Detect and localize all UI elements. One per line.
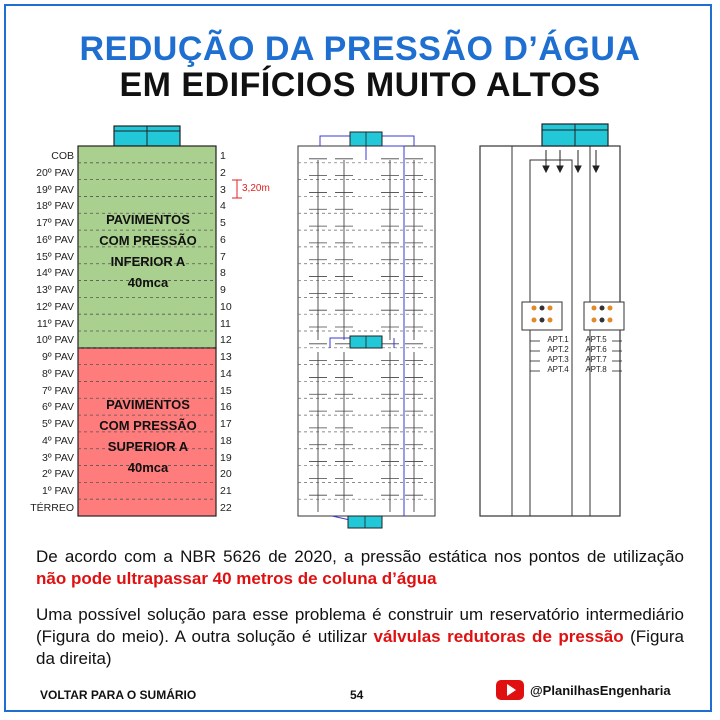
apartment-label: APT.2 — [547, 345, 569, 354]
floor-label: 17º PAV — [36, 217, 74, 229]
floor-label: 5º PAV — [41, 418, 74, 430]
floor-number: 13 — [220, 351, 232, 363]
floor-number: 21 — [220, 485, 232, 497]
floor-number: 18 — [220, 434, 232, 447]
youtube-icon — [496, 680, 524, 700]
floor-number: 5 — [220, 217, 226, 229]
floor-label: TÉRREO — [30, 501, 74, 514]
floor-label: 1º PAV — [41, 485, 74, 497]
floor-label: 3º PAV — [41, 451, 74, 464]
apartment-label: APT.6 — [585, 345, 607, 354]
floor-number: 7 — [220, 250, 226, 263]
floor-label: 9º PAV — [41, 351, 74, 363]
floor-number: 3 — [220, 183, 226, 196]
floor-number: 16 — [220, 401, 232, 414]
floor-label: 8º PAV — [41, 367, 74, 380]
floor-number: 11 — [220, 317, 231, 330]
floor-number: 4 — [220, 200, 226, 213]
floor-number: 2 — [220, 166, 226, 179]
floor-number: 17 — [220, 418, 232, 430]
back-to-summary-link[interactable]: VOLTAR PARA O SUMÁRIO — [40, 688, 197, 702]
floor-number: 20 — [220, 468, 232, 481]
paragraph-norm-highlight: não pode ultrapassar 40 metros de coluna d’água — [36, 569, 437, 588]
floor-label: COB — [51, 150, 74, 162]
floor-number: 22 — [220, 501, 232, 514]
floor-number: 19 — [220, 451, 232, 464]
floor-label: 10º PAV — [36, 334, 74, 347]
paragraph-norm — [36, 546, 684, 590]
title-line-1: REDUÇÃO DA PRESSÃO D’ÁGUA — [79, 30, 641, 68]
high-zone-line-4: 40mca — [127, 460, 169, 475]
floor-label: 12º PAV — [36, 300, 74, 313]
paragraph-solutions-tail: (Figura da direita) — [36, 627, 684, 668]
floor-number: 12 — [220, 334, 232, 347]
floor-number: 10 — [220, 300, 232, 313]
floor-label: 19º PAV — [36, 183, 74, 196]
floor-number: 6 — [220, 233, 226, 246]
floor-label: 20º PAV — [36, 166, 74, 179]
apartment-label: APT.4 — [547, 365, 569, 374]
channel-badge[interactable] — [496, 680, 671, 700]
apartment-label: APT.3 — [547, 355, 569, 364]
high-zone-line-1: PAVIMENTOS — [106, 397, 190, 412]
valve-group-left — [522, 302, 562, 330]
floor-number: 9 — [220, 284, 226, 296]
floor-label: 16º PAV — [36, 233, 74, 246]
apartment-label: APT.1 — [547, 335, 569, 344]
floor-label: 11º PAV — [36, 317, 74, 330]
channel-handle: @PlanilhasEngenharia — [530, 682, 671, 698]
page-number: 54 — [350, 688, 364, 702]
apartment-label: APT.5 — [585, 335, 607, 344]
floor-label: 15º PAV — [36, 250, 74, 263]
floor-label: 6º PAV — [41, 401, 74, 414]
apartment-label: APT.7 — [585, 355, 607, 364]
title-line-2: EM EDIFÍCIOS MUITO ALTOS — [119, 66, 601, 104]
floor-label: 4º PAV — [41, 434, 74, 447]
paragraph-solutions-highlight: válvulas redutoras de pressão — [373, 627, 624, 646]
floor-number: 1 — [220, 150, 226, 162]
paragraph-norm-text: De acordo com a NBR 5626 de 2020, a pressão estática nos pontos de utilização — [36, 547, 684, 566]
paragraph-solutions — [36, 604, 684, 670]
apartment-label: APT.8 — [585, 365, 607, 374]
floor-height-label: 3,20m — [242, 183, 270, 194]
valve-group-right — [584, 302, 624, 330]
low-zone-line-1: PAVIMENTOS — [106, 212, 190, 227]
floor-number: 8 — [220, 267, 226, 280]
low-zone-line-4: 40mca — [127, 275, 169, 290]
floor-label: 2º PAV — [41, 468, 74, 481]
high-zone-line-2: COM PRESSÃO — [99, 418, 197, 433]
floor-label: 13º PAV — [36, 284, 74, 296]
paragraph-solutions-text: Uma possível solução para esse problema é construir um reservatório intermediário (Figura do meio). A outra solução é utilizar — [36, 605, 684, 646]
floor-number: 15 — [220, 384, 232, 397]
floor-label: 14º PAV — [36, 267, 74, 280]
floor-number: 14 — [220, 367, 232, 380]
low-zone-line-3: INFERIOR A — [110, 254, 186, 269]
low-zone-line-2: COM PRESSÃO — [99, 233, 197, 248]
floor-label: 18º PAV — [36, 200, 74, 213]
floor-label: 7º PAV — [41, 384, 74, 397]
high-zone-line-3: SUPERIOR A — [107, 439, 189, 454]
